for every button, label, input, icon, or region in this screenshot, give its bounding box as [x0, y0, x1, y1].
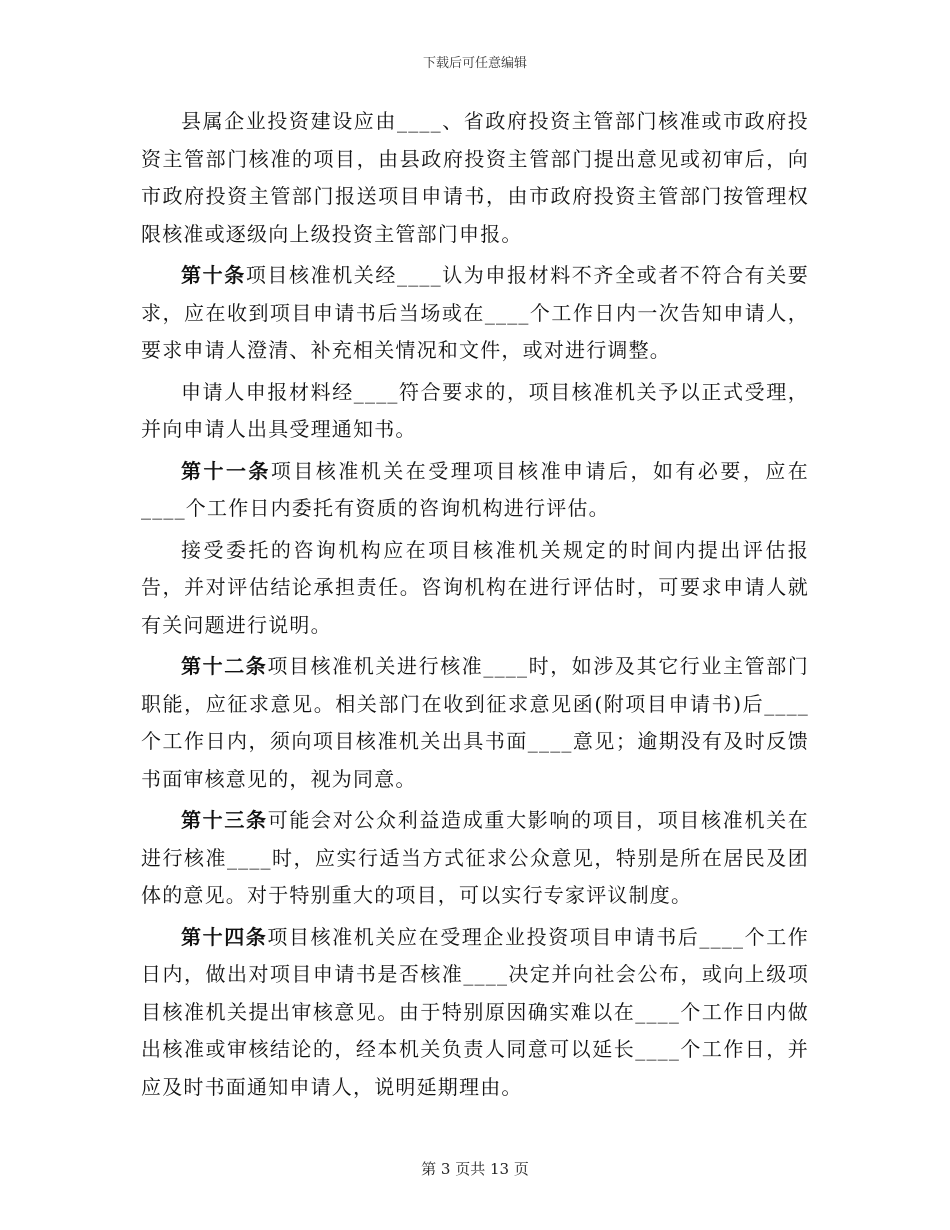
- paragraph-article-11: [141, 453, 809, 528]
- paragraph-article-13: [141, 802, 809, 915]
- article-number: 第十条: [181, 263, 246, 287]
- paragraph-3: [141, 374, 809, 449]
- document-body: [141, 103, 809, 1110]
- paragraph-article-10: [141, 257, 809, 370]
- paragraph-article-14: [141, 919, 809, 1107]
- article-number: 第十三条: [181, 808, 268, 832]
- page-footer: 第 3 页共 13 页: [421, 1160, 529, 1178]
- paragraph-text: 项目核准机关应在受理企业投资项目申请书后____个工作日内，做出对项目申请书是否核准____决定并向社会公布，或向上级项目核准机关提出审核意见。由于特别原因确实难以在____个工作日内做出核准或审核结论的，经本机关负责人同意可以延长____个工作日，并应及时书面通知申请人，说明延期理由。: [141, 924, 809, 1099]
- paragraph-text: 项目核准机关在受理项目核准申请后，如有必要，应在____个工作日内委托有资质的咨询机构进行评估。: [141, 458, 809, 520]
- page-header: 下载后可任意编辑: [422, 56, 527, 71]
- article-number: 第十二条: [181, 654, 268, 678]
- paragraph-1: [141, 103, 809, 253]
- paragraph-text: 可能会对公众利益造成重大影响的项目，项目核准机关在进行核准____时，应实行适当方式征求公众意见，特别是所在居民及团体的意见。对于特别重大的项目，可以实行专家评议制度。: [141, 808, 809, 907]
- paragraph-text: 县属企业投资建设应由____、省政府投资主管部门核准或市政府投资主管部门核准的项目，由县政府投资主管部门提出意见或初审后，向市政府投资主管部门报送项目申请书，由市政府投资主管部门按管理权限核准或逐级向上级投资主管部门申报。: [141, 109, 809, 246]
- paragraph-article-12: [141, 648, 809, 798]
- article-number: 第十四条: [181, 924, 268, 949]
- article-number: 第十一条: [181, 458, 271, 483]
- paragraph-5: [141, 532, 809, 645]
- paragraph-text: 接受委托的咨询机构应在项目核准机关规定的时间内提出评估报告，并对评估结论承担责任。咨询机构在进行评估时，可要求申请人就有关问题进行说明。: [141, 537, 809, 637]
- paragraph-text: 项目核准机关经____认为申报材料不齐全或者不符合有关要求，应在收到项目申请书后当场或在____个工作日内一次告知申请人，要求申请人澄清、补充相关情况和文件，或对进行调整。: [141, 263, 809, 362]
- paragraph-text: 项目核准机关进行核准____时，如涉及其它行业主管部门职能，应征求意见。相关部门在收到征求意见函(附项目申请书)后____个工作日内，须向项目核准机关出具书面____意见；逾期没有及时反馈书面审核意见的，视为同意。: [141, 654, 809, 791]
- paragraph-text: 申请人申报材料经____符合要求的，项目核准机关予以正式受理，并向申请人出具受理通知书。: [141, 379, 809, 441]
